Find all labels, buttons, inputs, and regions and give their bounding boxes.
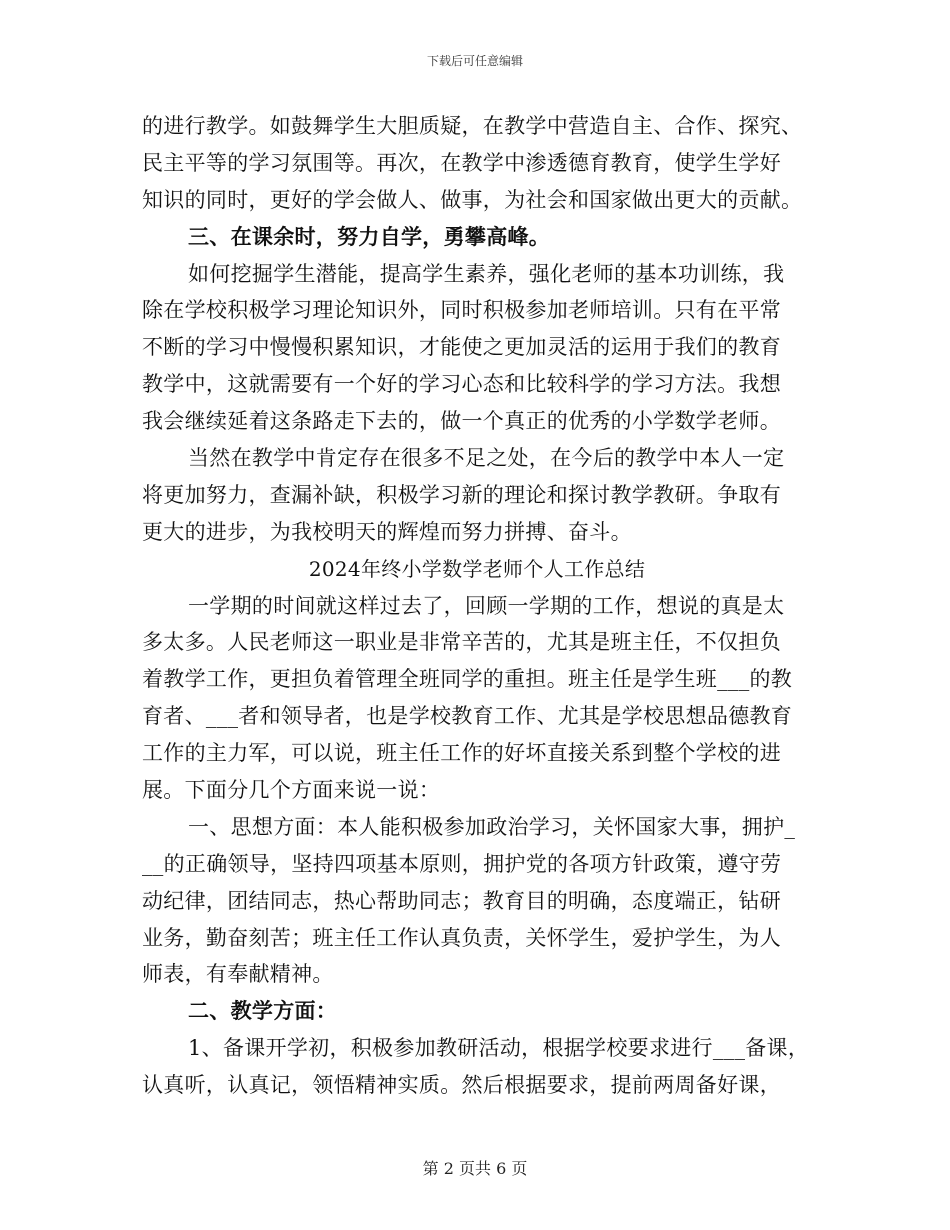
paragraph-line: 民主平等的学习氛围等。再次，在教学中渗透德育教育，使学生学好 <box>142 150 781 175</box>
paragraph-line: 知识的同时，更好的学会做人、做事，为社会和国家做出更大的贡献。 <box>142 187 803 212</box>
paragraph-line: 如何挖掘学生潜能，提高学生素养，强化老师的基本功训练，我 <box>188 261 785 286</box>
paragraph-line: 教学中，这就需要有一个好的学习心态和比较科学的学习方法。我想 <box>142 372 781 397</box>
paragraph-line: 着教学工作，更担负着管理全班同学的重担。班主任是学生班___的教 <box>142 667 793 692</box>
paragraph-line: 业务，勤奋刻苦；班主任工作认真负责，关怀学生，爱护学生，为人 <box>142 925 781 950</box>
paragraph-line: 1、备课开学初，积极参加教研活动，根据学校要求进行___备课， <box>188 1036 810 1061</box>
paragraph-line: 我会继续延着这条路走下去的，做一个真正的优秀的小学数学老师。 <box>142 409 781 434</box>
paragraph-line: 的进行教学。如鼓舞学生大胆质疑，在教学中营造自主、合作、探究、 <box>142 114 803 138</box>
paragraph-line: 工作的主力军，可以说，班主任工作的好坏直接关系到整个学校的进 <box>142 741 781 766</box>
page-footer: 第 2 页共 6 页 <box>422 1159 528 1178</box>
paragraph-line: 育者、___者和领导者，也是学校教育工作、尤其是学校思想品德教育 <box>142 704 793 729</box>
section-heading: 三、在课余时，努力自学，勇攀高峰。 <box>188 223 551 249</box>
paragraph-line: 将更加努力，查漏补缺，积极学习新的理论和探讨教学教研。争取有 <box>142 482 781 507</box>
paragraph-line: 认真听，认真记，领悟精神实质。然后根据要求，提前两周备好课， <box>142 1073 781 1098</box>
paragraph-line: __的正确领导，坚持四项基本原则，拥护党的各项方针政策，遵守劳 <box>142 851 782 876</box>
paragraph-line: 更大的进步，为我校明天的辉煌而努力拼搏、奋斗。 <box>142 519 632 544</box>
paragraph-line: 不断的学习中慢慢积累知识，才能使之更加灵活的运用于我们的教育 <box>142 335 781 360</box>
paragraph-line: 多太多。人民老师这一职业是非常辛苦的，尤其是班主任，不仅担负 <box>142 630 781 655</box>
page-header: 下载后可任意编辑 <box>426 54 523 68</box>
paragraph-line: 一、思想方面：本人能积极参加政治学习，关怀国家大事，拥护_ <box>188 814 796 839</box>
document-body <box>142 108 812 1104</box>
paragraph-line: 除在学校积极学习理论知识外，同时积极参加老师培训。只有在平常 <box>142 298 781 323</box>
section-heading: 二、教学方面： <box>188 998 338 1024</box>
paragraph-line: 当然在教学中肯定存在很多不足之处，在今后的教学中本人一定 <box>188 446 785 471</box>
paragraph-line: 展。下面分几个方面来说一说： <box>142 778 441 803</box>
paragraph-line: 一学期的时间就这样过去了，回顾一学期的工作，想说的真是太 <box>188 593 785 618</box>
document-title: 2024年终小学数学老师个人工作总结 <box>308 556 646 581</box>
paragraph-line: 动纪律，团结同志，热心帮助同志；教育目的明确，态度端正，钻研 <box>142 888 781 913</box>
paragraph-line: 师表，有奉献精神。 <box>142 962 334 987</box>
